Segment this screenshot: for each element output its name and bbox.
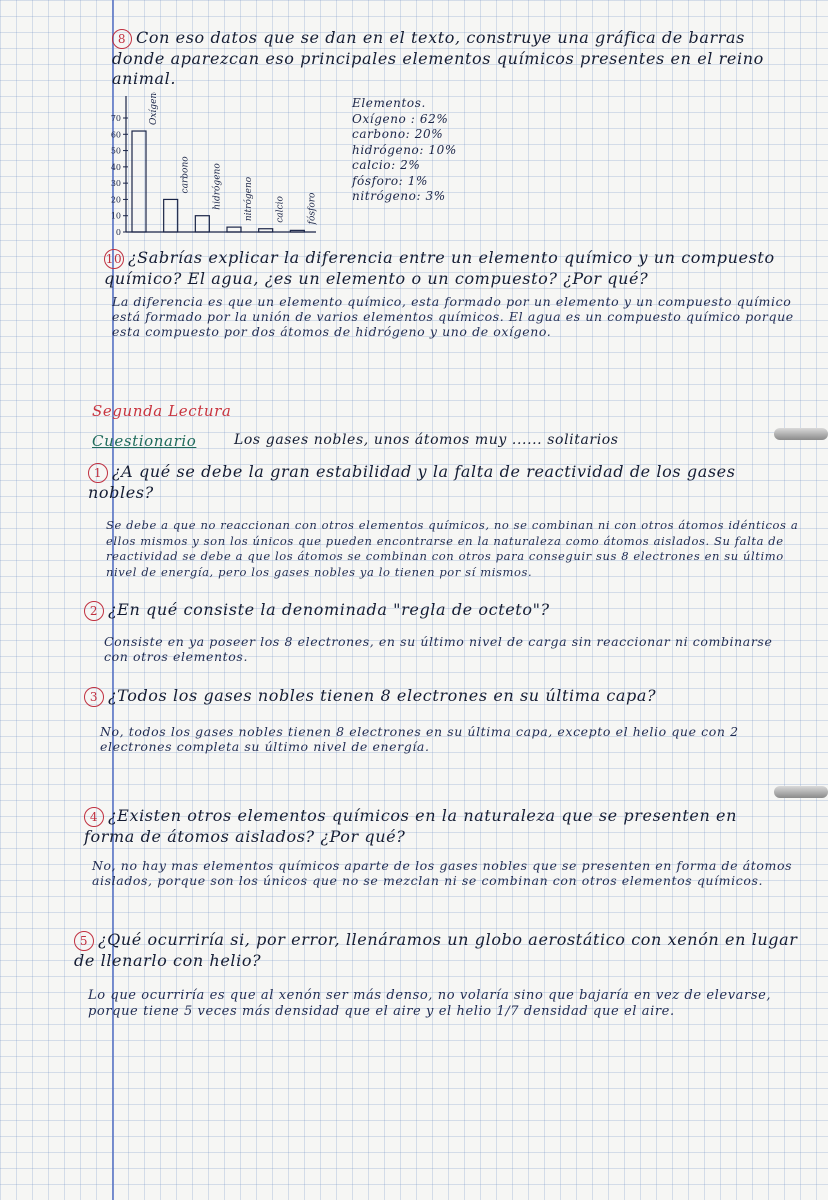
bar-chart — [96, 92, 326, 242]
question-text: ¿Existen otros elementos químicos en la naturaleza que se presenten en forma de átomos aislados? ¿Por qué? — [84, 806, 738, 846]
elements-list-item: calcio: 2% — [352, 158, 421, 172]
binder-ring-top — [774, 428, 828, 440]
question-number: 2 — [84, 601, 104, 621]
question-1 — [88, 462, 788, 503]
question-number: 3 — [84, 687, 104, 707]
answer-1: Se debe a que no reaccionan con otros elementos químicos, no se combinan ni con otros átomos idénticos a ellos mismos y son los únicos que pueden encontrarse en la naturaleza como átomos aislados. Su falta de reactividad se debe a que los átomos se combinan con otros para conseguir sus 8 electrones en su último nivel de energía, pero los gases nobles ya lo tienen por sí mismos. — [106, 518, 799, 579]
question-4 — [84, 806, 774, 847]
answer-2: Consiste en ya poseer los 8 electrones, en su último nivel de carga sin reaccionar ni combinarse con otros elementos. — [104, 634, 773, 664]
bar-category-label: carbono — [180, 156, 191, 194]
answer-4: No, no hay mas elementos químicos aparte de los gases nobles que se presenten en forma de átomos aislados, porque son los únicos que no se mezclan ni se combinan con otros elementos químicos. — [92, 858, 793, 888]
elements-list-item: nitrógeno: 3% — [352, 189, 446, 203]
question-text: ¿Sabrías explicar la diferencia entre un elemento químico y un compuesto químico? El agua, ¿es un elemento o un compuesto? ¿Por qué? — [104, 248, 775, 288]
binder-ring-bottom — [774, 786, 828, 798]
question-number: 1 — [88, 463, 108, 483]
question-number: 10 — [104, 249, 124, 269]
bar-category-label: Oxígeno — [149, 92, 159, 126]
bar-category-label: calcio — [275, 196, 286, 223]
question-8 — [112, 28, 792, 89]
cuestionario-label: Cuestionario — [92, 432, 197, 450]
question-5 — [74, 930, 814, 971]
bar — [164, 199, 178, 232]
question-text: ¿A qué se debe la gran estabilidad y la falta de reactividad de los gases nobles? — [88, 462, 736, 502]
question-text: ¿Qué ocurriría si, por error, llenáramos un globo aerostático con xenón en lugar de llenarlo con helio? — [74, 930, 798, 970]
y-tick-label: 70 — [110, 114, 121, 123]
bar — [195, 216, 209, 232]
answer-3: No, todos los gases nobles tienen 8 electrones en su última capa, excepto el helio que con 2 electrones completa su último nivel de energía. — [100, 724, 739, 754]
question-text: Con eso datos que se dan en el texto, construye una gráfica de barras donde aparezcan eso principales elementos químicos presentes en el reino animal. — [112, 28, 764, 88]
bar-category-label: hidrógeno — [212, 163, 223, 210]
elements-list — [352, 96, 552, 205]
elements-list-item: Oxígeno : 62% — [352, 111, 449, 126]
elements-list-title: Elementos. — [352, 96, 426, 110]
y-tick-label: 50 — [110, 146, 121, 156]
question-number: 4 — [84, 807, 104, 827]
y-tick-label: 20 — [110, 195, 121, 205]
y-tick-label: 30 — [110, 179, 121, 189]
reading-title: Los gases nobles, unos átomos muy ...... solitarios — [234, 432, 619, 448]
y-tick-label: 10 — [110, 211, 121, 221]
bar-chart-svg — [96, 92, 326, 242]
question-3 — [84, 686, 784, 707]
y-tick-label: 0 — [115, 228, 121, 237]
bar — [290, 230, 304, 232]
question-10 — [104, 248, 804, 289]
elements-list-item: fósforo: 1% — [352, 173, 428, 188]
bar-category-label: fósforo — [307, 192, 318, 225]
question-number: 8 — [112, 29, 132, 49]
bar — [132, 131, 146, 232]
bar — [227, 227, 241, 232]
question-number: 5 — [74, 931, 94, 951]
bar — [259, 229, 273, 232]
elements-list-item: hidrógeno: 10% — [352, 142, 457, 157]
answer-5: Lo que ocurriría es que al xenón ser más denso, no volaría sino que bajaría en vez de elevarse, porque tiene 5 veces más densidad que el aire y el helio 1/7 densidad que el aire. — [88, 988, 772, 1019]
bar-category-label: nitrógeno — [244, 176, 254, 222]
question-2 — [84, 600, 784, 621]
elements-list-item: carbono: 20% — [352, 127, 444, 141]
question-text: ¿En qué consiste la denominada "regla de octeto"? — [108, 600, 550, 619]
y-tick-label: 60 — [110, 130, 121, 140]
question-text: ¿Todos los gases nobles tienen 8 electrones en su última capa? — [108, 686, 657, 705]
section-title: Segunda Lectura — [92, 402, 232, 420]
answer-10: La diferencia es que un elemento químico, esta formado por un elemento y un compuesto químico está formado por la unión de varios elementos químicos. El agua es un compuesto químico porque esta compuesto por dos átomos de hidrógeno y uno de oxígeno. — [112, 294, 794, 339]
y-tick-label: 40 — [110, 162, 121, 172]
